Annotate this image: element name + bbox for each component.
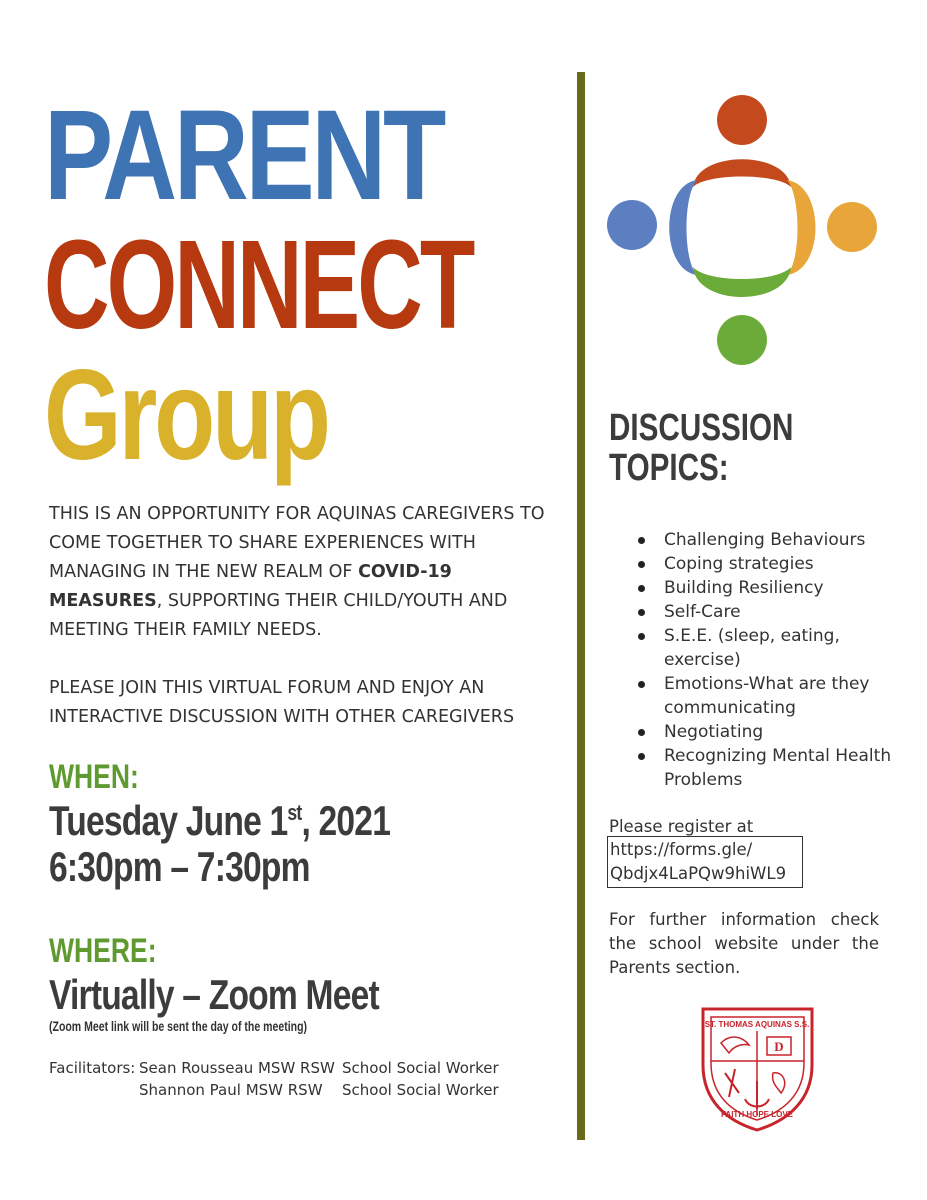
vertical-divider	[577, 72, 585, 1140]
facilitators-label: Facilitators:	[49, 1059, 136, 1077]
when-label: WHEN:	[49, 758, 139, 796]
title-line-connect: CONNECT	[44, 214, 473, 355]
topics-heading: DISCUSSION TOPICS:	[609, 407, 794, 489]
list-item: Challenging Behaviours	[609, 528, 909, 552]
list-item: Building Resiliency	[609, 576, 909, 600]
intro-paragraph: THIS IS AN OPPORTUNITY FOR AQUINAS CAREGIVERS TO COME TOGETHER TO SHARE EXPERIENCES WITH MANAGING IN THE NEW REALM OF COVID-19 MEASURES, SUPPORTING THEIR CHILD/YOUTH AND MEETING THEIR FAMILY NEEDS.	[49, 504, 545, 640]
list-item: Self-Care	[609, 600, 909, 624]
list-item: Coping strategies	[609, 552, 909, 576]
facilitator-role: School Social Worker	[342, 1081, 499, 1099]
facilitator-role: School Social Worker	[342, 1059, 499, 1077]
school-crest-icon	[695, 1003, 820, 1133]
logo-head-bottom	[717, 315, 767, 365]
where-label: WHERE:	[49, 932, 157, 970]
topics-list	[609, 528, 909, 792]
event-time: 6:30pm – 7:30pm	[49, 843, 310, 890]
list-item: Negotiating	[609, 720, 909, 744]
people-circle-logo	[605, 95, 880, 370]
join-paragraph: PLEASE JOIN THIS VIRTUAL FORUM AND ENJOY AN INTERACTIVE DISCUSSION WITH OTHER CAREGIVERS	[49, 678, 515, 727]
logo-body-top	[693, 159, 791, 187]
crest-motto: FAITH HOPE LOVE	[720, 1110, 794, 1119]
logo-head-top	[717, 95, 767, 145]
logo-body-bottom	[693, 267, 791, 297]
svg-text:D: D	[774, 1039, 784, 1054]
facilitator-name: Shannon Paul MSW RSW	[139, 1081, 323, 1099]
further-info: For further information check the school website under the Parents section.	[609, 910, 879, 977]
title-line-group: Group	[44, 344, 328, 487]
location-note: (Zoom Meet link will be sent the day of the meeting)	[49, 1019, 308, 1034]
crest-top-text: ST. THOMAS AQUINAS S.S.	[704, 1020, 810, 1029]
intro-bold-text: COVID-19 MEASURES	[49, 562, 452, 611]
facilitator-name: Sean Rousseau MSW RSW	[139, 1059, 335, 1077]
list-item: Emotions-What are they communicating	[609, 672, 909, 720]
event-date: Tuesday June 1st, 2021	[49, 797, 391, 844]
logo-body-left	[669, 180, 697, 275]
event-location: Virtually – Zoom Meet	[49, 971, 379, 1018]
logo-body-right	[787, 180, 816, 275]
registration-link[interactable]: https://forms.gle/ Qbdjx4LaPQw9hiWL9	[607, 836, 803, 888]
logo-head-right	[827, 202, 877, 252]
logo-head-left	[607, 200, 657, 250]
title-line-parent: PARENT	[44, 84, 444, 227]
list-item: S.E.E. (sleep, eating, exercise)	[609, 624, 909, 672]
register-text: Please register at	[609, 817, 754, 836]
list-item: Recognizing Mental Health Problems	[609, 744, 909, 792]
